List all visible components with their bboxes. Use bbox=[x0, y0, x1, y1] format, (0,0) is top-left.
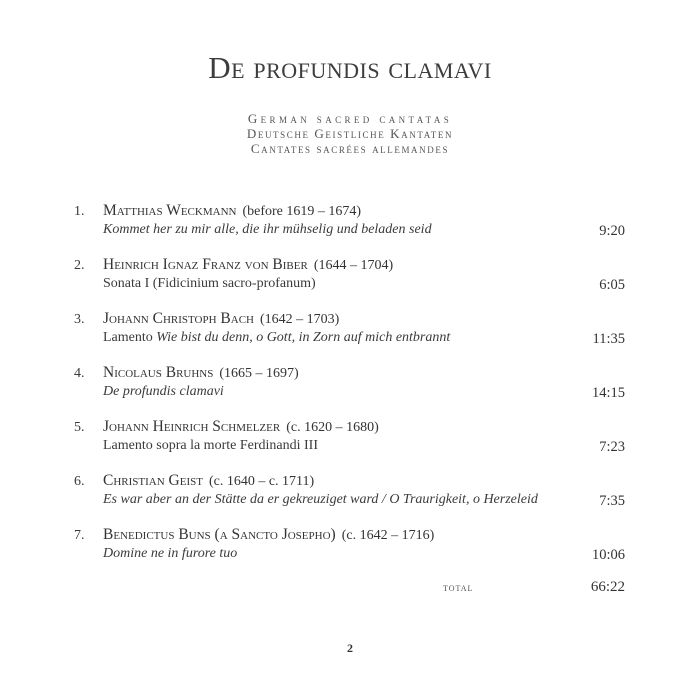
total-label: total bbox=[443, 582, 474, 594]
track-composer bbox=[103, 202, 361, 220]
subtitle-english: German sacred cantatas bbox=[247, 111, 453, 126]
composer-dates: (c. 1640 – c. 1711) bbox=[208, 474, 315, 489]
composer-dates: (1644 – 1704) bbox=[313, 258, 394, 273]
track-composer bbox=[103, 418, 379, 436]
track-duration: 6:05 bbox=[599, 277, 625, 293]
track-duration: 10:06 bbox=[591, 547, 625, 563]
work-title: Kommet her zu mir alle, die ihr mühselig und beladen seid bbox=[103, 222, 432, 237]
track-composer bbox=[103, 526, 434, 544]
subtitle-german: Deutsche Geistliche Kantaten bbox=[246, 126, 454, 141]
composer-name: Johann Christoph Bach bbox=[103, 310, 254, 327]
total-duration: 66:22 bbox=[590, 579, 625, 595]
track-list bbox=[0, 204, 700, 582]
track-number: 4. bbox=[74, 366, 85, 381]
subtitle-block bbox=[0, 111, 700, 156]
track-composer bbox=[103, 364, 299, 382]
track-composer bbox=[103, 256, 393, 274]
work-title: Sonata I (Fidicinium sacro-profanum) bbox=[103, 276, 316, 291]
subtitle-french: Cantates sacrées allemandes bbox=[250, 141, 450, 156]
composer-dates: (c. 1642 – 1716) bbox=[341, 528, 435, 543]
composer-dates: (1642 – 1703) bbox=[260, 312, 340, 327]
composer-name: Christian Geist bbox=[103, 472, 203, 489]
composer-name: Johann Heinrich Schmelzer bbox=[103, 418, 281, 435]
track-work bbox=[103, 546, 237, 562]
composer-name: Matthias Weckmann bbox=[103, 202, 237, 219]
composer-name: Nicolaus Bruhns bbox=[103, 364, 214, 381]
track-duration: 11:35 bbox=[592, 331, 625, 347]
page-title: De profundis clamavi bbox=[208, 50, 492, 85]
track-number: 7. bbox=[74, 528, 85, 543]
track-work bbox=[103, 384, 224, 400]
track-composer bbox=[103, 310, 339, 328]
composer-name: Heinrich Ignaz Franz von Biber bbox=[103, 256, 308, 273]
track-number: 1. bbox=[74, 204, 85, 219]
track-number: 6. bbox=[74, 474, 85, 489]
track-work bbox=[103, 492, 538, 508]
track-duration: 7:35 bbox=[599, 493, 625, 509]
track-row bbox=[0, 528, 700, 582]
track-row bbox=[0, 204, 700, 258]
work-title: Wie bist du denn, o Gott, in Zorn auf mich entbrannt bbox=[156, 330, 451, 345]
track-composer bbox=[103, 472, 314, 490]
composer-dates: (c. 1620 – 1680) bbox=[286, 420, 379, 435]
work-title: Es war aber an der Stätte da er gekreuziget ward / O Traurigkeit, o Herzeleid bbox=[103, 492, 538, 507]
track-duration: 7:23 bbox=[599, 439, 625, 455]
track-work bbox=[103, 222, 432, 238]
track-duration: 9:20 bbox=[599, 223, 625, 239]
track-work bbox=[103, 330, 450, 346]
track-number: 5. bbox=[74, 420, 85, 435]
track-row bbox=[0, 312, 700, 366]
work-title: Lamento sopra la morte Ferdinandi III bbox=[103, 438, 318, 453]
track-row bbox=[0, 258, 700, 312]
track-row bbox=[0, 420, 700, 474]
track-number: 3. bbox=[74, 312, 85, 327]
composer-name: Benedictus Buns (a Sancto Josepho) bbox=[103, 526, 336, 543]
track-work bbox=[103, 276, 316, 292]
track-number: 2. bbox=[74, 258, 85, 273]
page-number: 2 bbox=[347, 641, 353, 655]
track-work bbox=[103, 438, 318, 454]
work-prefix: Lamento bbox=[103, 330, 157, 345]
composer-dates: (before 1619 – 1674) bbox=[242, 204, 362, 219]
track-row bbox=[0, 474, 700, 528]
composer-dates: (1665 – 1697) bbox=[219, 366, 299, 381]
work-title: Domine ne in furore tuo bbox=[103, 546, 238, 561]
track-row bbox=[0, 366, 700, 420]
work-title: De profundis clamavi bbox=[103, 384, 224, 399]
track-duration: 14:15 bbox=[591, 385, 625, 401]
